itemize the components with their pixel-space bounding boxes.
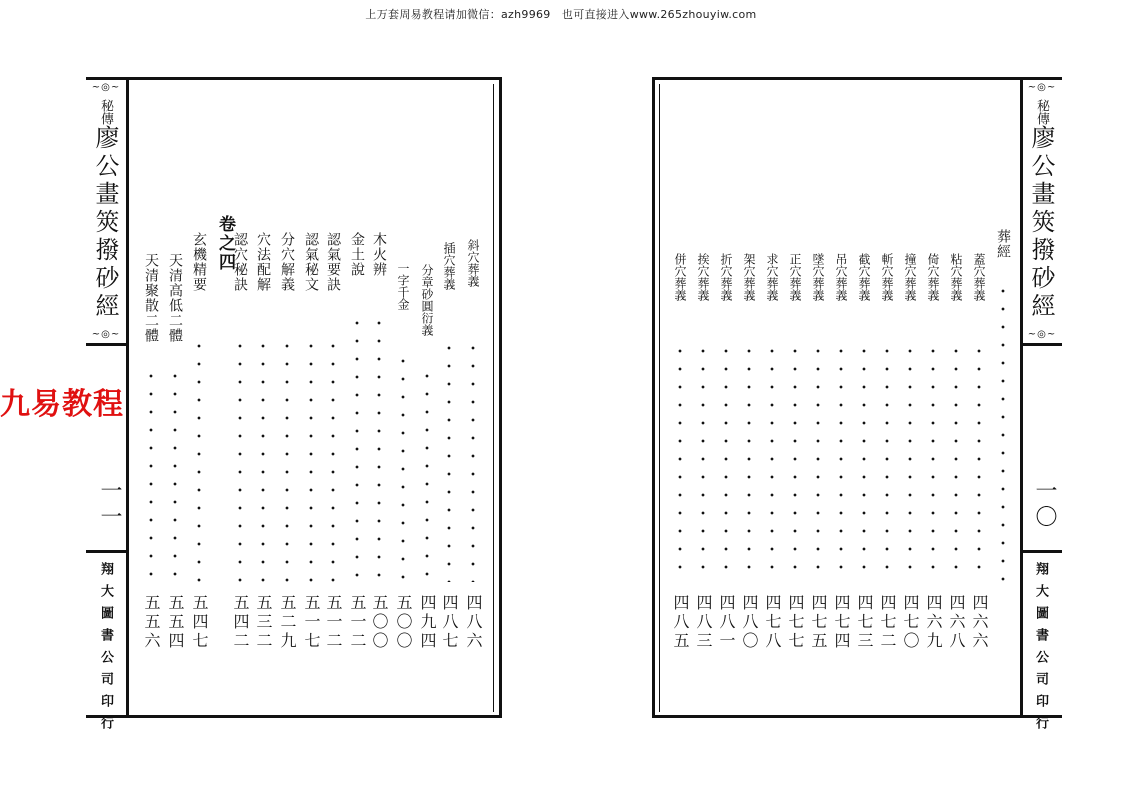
spine-ornament-top: ~◎~ xyxy=(1027,82,1057,93)
spine-title-prefix: 秘傳 xyxy=(1034,99,1049,125)
toc-entry-title: 一字千金 xyxy=(396,262,410,310)
toc-entry-title: 墜穴葬義 xyxy=(811,253,825,301)
toc-entry xyxy=(945,77,969,651)
toc-entry-title: 木火辨 xyxy=(371,232,387,277)
leader-dots xyxy=(236,337,244,582)
toc-entry-page: 四八〇 xyxy=(740,594,759,651)
toc-entry-title: 求穴葬義 xyxy=(765,253,779,301)
toc-entry-title: 插穴葬義 xyxy=(442,242,456,290)
toc-entry-title: 斬穴葬義 xyxy=(880,253,894,301)
spine-ornament-bottom: ~◎~ xyxy=(91,329,121,340)
toc-entry-title: 玄機精要 xyxy=(191,232,207,292)
toc-entry-title: 撞穴葬義 xyxy=(903,253,917,301)
leader-dots xyxy=(445,339,453,582)
toc-entry xyxy=(368,77,392,651)
leader-dots xyxy=(837,342,845,582)
toc-entry-page: 五四二 xyxy=(231,594,250,651)
toc-entry xyxy=(807,77,831,651)
toc-entry-title: 折穴葬義 xyxy=(719,253,733,301)
toc-entry-page: 四七〇 xyxy=(901,594,920,651)
toc-entry-title: 葬經 xyxy=(995,229,1011,259)
toc-entry xyxy=(164,77,188,651)
toc-entry-page: 五〇〇 xyxy=(370,594,389,651)
toc-entry xyxy=(876,77,900,651)
page-number: 一〇 xyxy=(1032,479,1057,531)
toc-entry-page: 四七七 xyxy=(786,594,805,651)
toc-entry-page: 五〇〇 xyxy=(394,594,413,651)
toc-entry-page: 四六六 xyxy=(970,594,989,651)
toc-entry xyxy=(322,77,346,651)
toc-entry-page: 四六九 xyxy=(924,594,943,651)
leader-dots xyxy=(975,342,983,582)
leader-dots xyxy=(259,337,267,582)
toc-entry xyxy=(853,77,877,651)
toc-entry xyxy=(669,77,693,651)
toc-entry-title: 挨穴葬義 xyxy=(696,253,710,301)
toc-entry xyxy=(276,77,300,651)
leader-dots xyxy=(883,342,891,582)
toc-entry-page: 四九四 xyxy=(418,594,437,651)
toc-entry xyxy=(346,77,370,651)
toc-entry-title: 截穴葬義 xyxy=(857,253,871,301)
toc-list-right xyxy=(652,77,1062,717)
spine-title-main: 廖公畫筴撥砂經 xyxy=(1027,125,1055,321)
leader-dots xyxy=(283,337,291,582)
leader-dots xyxy=(906,342,914,582)
toc-entry-page: 五四七 xyxy=(190,594,209,651)
toc-entry-title: 併穴葬義 xyxy=(673,253,687,301)
toc-entry-title: 天清高低二體 xyxy=(167,253,183,343)
toc-entry xyxy=(392,77,416,651)
toc-entry xyxy=(229,77,253,651)
leader-dots xyxy=(353,314,361,582)
toc-entry-title: 分穴解義 xyxy=(279,232,295,292)
toc-entry-page: 四八七 xyxy=(440,594,459,651)
toc-entry-page: 五五六 xyxy=(142,594,161,651)
toc-entry xyxy=(738,77,762,651)
toc-entry-page: 四八三 xyxy=(694,594,713,651)
leader-dots xyxy=(791,342,799,582)
toc-entry-page: 四八一 xyxy=(717,594,736,651)
spine-ornament-top: ~◎~ xyxy=(91,82,121,93)
toc-entry xyxy=(899,77,923,651)
toc-entry-page: 四七八 xyxy=(763,594,782,651)
toc-entry-page: 四八五 xyxy=(671,594,690,651)
leader-dots xyxy=(952,342,960,582)
toc-entry xyxy=(438,77,462,651)
toc-list-left xyxy=(86,77,502,717)
toc-entry-title: 正穴葬義 xyxy=(788,253,802,301)
toc-entry xyxy=(968,77,992,651)
toc-entry-page: 五一二 xyxy=(348,594,367,651)
leader-dots xyxy=(722,342,730,582)
toc-entry-title: 吊穴葬義 xyxy=(834,253,848,301)
toc-entry-title: 金土說 xyxy=(349,232,365,277)
right-page xyxy=(652,77,1062,738)
toc-entry-title: 認穴秘訣 xyxy=(232,232,248,292)
spine-ornament-bottom: ~◎~ xyxy=(1027,329,1057,340)
leader-dots xyxy=(147,367,155,582)
toc-entry xyxy=(252,77,276,651)
leader-dots xyxy=(699,342,707,582)
leader-dots xyxy=(195,337,203,582)
leader-dots xyxy=(676,342,684,582)
toc-entry xyxy=(922,77,946,651)
watermark-logo: 九易教程 xyxy=(0,387,124,422)
leader-dots xyxy=(329,337,337,582)
toc-entry-page: 五三二 xyxy=(254,594,273,651)
leader-dots xyxy=(745,342,753,582)
toc-entry xyxy=(992,77,1016,597)
toc-entry-title: 粘穴葬義 xyxy=(949,253,963,301)
toc-entry xyxy=(784,77,808,651)
leader-dots xyxy=(860,342,868,582)
toc-entry-title: 倚穴葬義 xyxy=(926,253,940,301)
toc-entry xyxy=(692,77,716,651)
toc-entry-page: 四七五 xyxy=(809,594,828,651)
toc-entry xyxy=(416,77,440,651)
leader-dots xyxy=(469,339,477,582)
leader-dots xyxy=(171,367,179,582)
toc-entry-page: 四七四 xyxy=(832,594,851,651)
toc-entry xyxy=(140,77,164,651)
volume-heading: 卷之四 xyxy=(215,215,235,272)
toc-entry-title: 天清聚散二體 xyxy=(143,253,159,343)
toc-entry-page: 四六八 xyxy=(947,594,966,651)
leader-dots xyxy=(399,352,407,582)
toc-entry-title: 穴法配解 xyxy=(255,232,271,292)
spine-title-main: 廖公畫筴撥砂經 xyxy=(91,125,119,321)
toc-entry xyxy=(188,77,212,651)
toc-entry-page: 五五四 xyxy=(166,594,185,651)
leader-dots xyxy=(423,367,431,582)
toc-entry-title: 認氣秘文 xyxy=(303,232,319,292)
publisher-imprint: 翔大圖書公司印行 xyxy=(98,562,113,738)
toc-entry xyxy=(300,77,324,651)
toc-entry xyxy=(715,77,739,651)
toc-entry-title: 架穴葬義 xyxy=(742,253,756,301)
toc-entry xyxy=(761,77,785,651)
leader-dots xyxy=(307,337,315,582)
leader-dots xyxy=(929,342,937,582)
toc-entry-page: 四七三 xyxy=(855,594,874,651)
publisher-imprint: 翔大圖書公司印行 xyxy=(1033,562,1048,738)
page-number: 一一 xyxy=(97,479,122,531)
leader-dots xyxy=(375,314,383,582)
leader-dots xyxy=(814,342,822,582)
toc-entry xyxy=(462,77,486,651)
spine-title-prefix: 秘傳 xyxy=(98,99,113,125)
header-notice: 上万套周易教程请加微信：azh9969 也可直接进入www.265zhouyiw.com xyxy=(365,8,757,21)
toc-entry-page: 四八六 xyxy=(464,594,483,651)
toc-entry-title: 蓋穴葬義 xyxy=(972,253,986,301)
toc-entry-title: 認氣要訣 xyxy=(325,232,341,292)
toc-entry-page: 四七二 xyxy=(878,594,897,651)
leader-dots xyxy=(768,342,776,582)
toc-entry-page: 五二九 xyxy=(278,594,297,651)
toc-entry-title: 斜穴葬義 xyxy=(466,239,480,287)
left-page xyxy=(86,77,502,738)
toc-entry-page: 五一七 xyxy=(302,594,321,651)
toc-entry xyxy=(830,77,854,651)
toc-entry-page: 五一二 xyxy=(324,594,343,651)
leader-dots xyxy=(999,282,1007,582)
toc-entry-title: 分章砂圓衍義 xyxy=(420,264,434,336)
